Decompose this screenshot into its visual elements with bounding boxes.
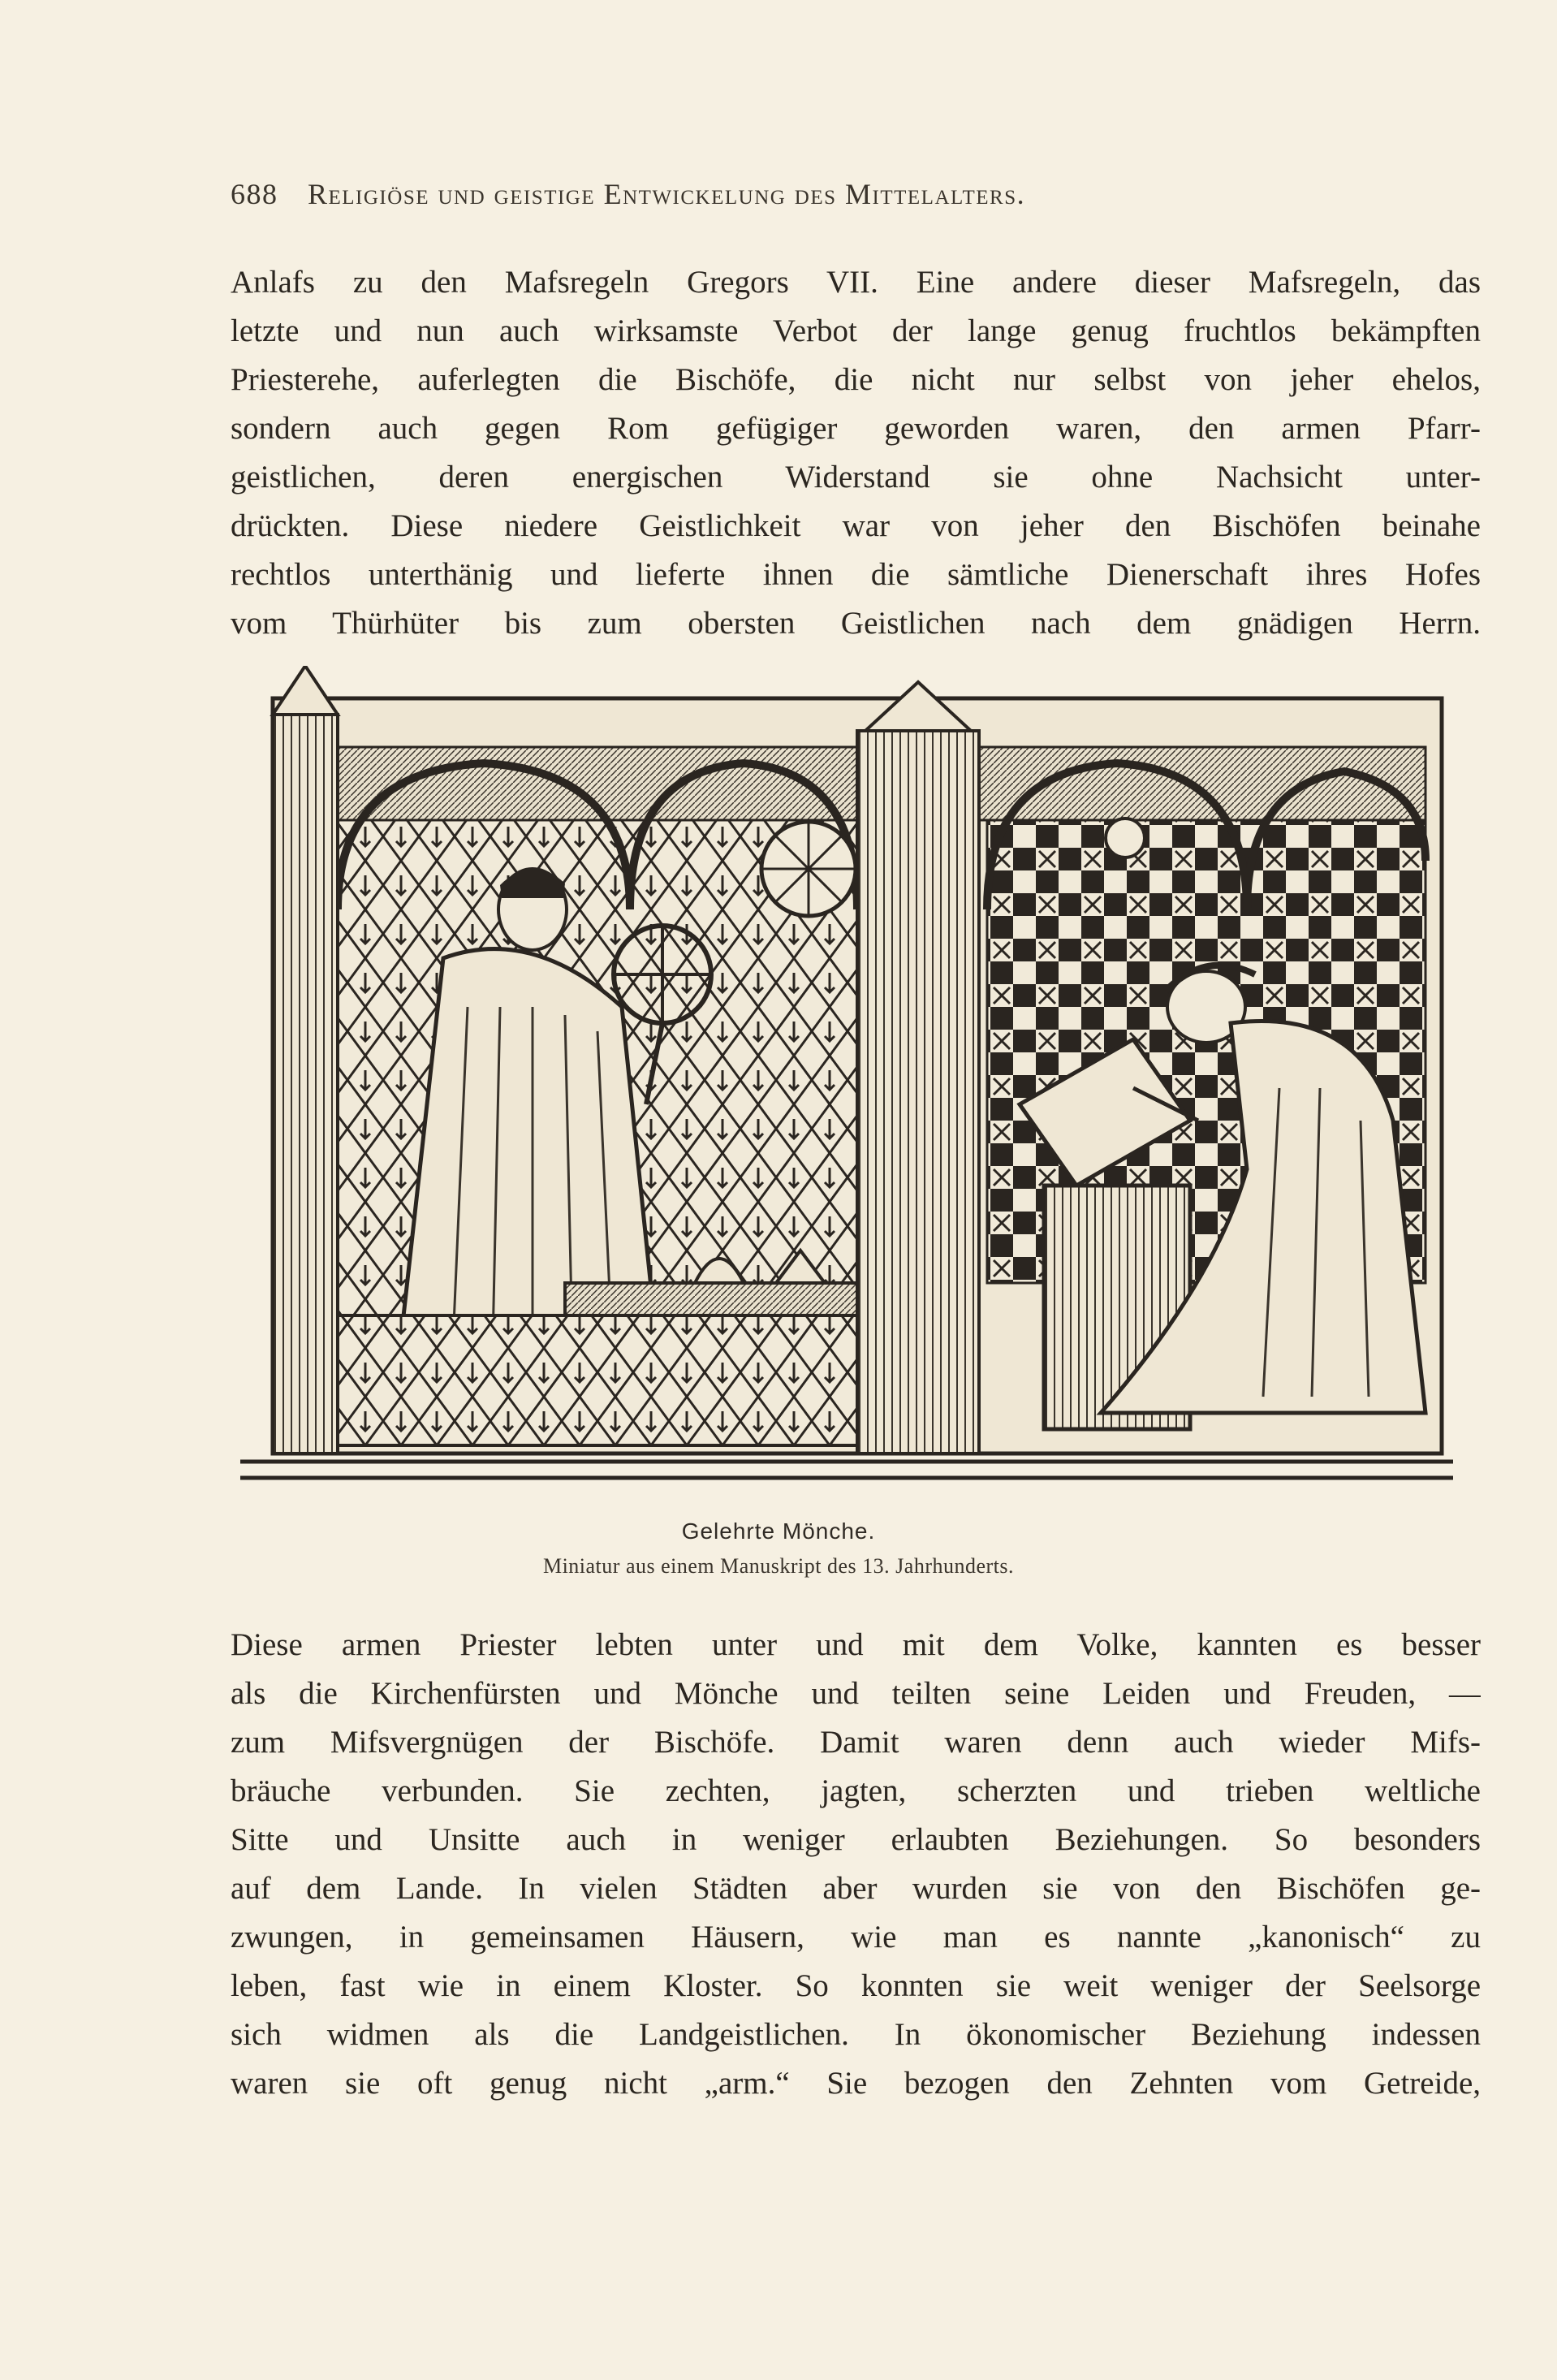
miniature-illustration [240,666,1453,1502]
text-line: auf dem Lande. In vielen Städten aber wurden sie von den Bischöfen ge- [231,1871,1481,1906]
running-title: Religiöse und geistige Entwickelung des Mittelalters. [308,178,1026,210]
paragraph-top [231,258,1481,648]
text-line: Diese armen Priester lebten unter und mit dem Volke, kannten es besser [231,1627,1481,1662]
text-line: rechtlos unterthänig und lieferte ihnen die sämtliche Dienerschaft ihres Hofes [231,557,1481,592]
page-number: 688 [231,178,278,210]
text-line: letzte und nun auch wirksamste Verbot der lange genug fruchtlos bekämpften [231,313,1481,348]
text-line: Priesterehe, auferlegten die Bischöfe, die nicht nur selbst von jeher ehelos, [231,362,1481,397]
paragraph-bottom [231,1621,1481,2108]
text-line: Sitte und Unsitte auch in weniger erlaubten Beziehungen. So besonders [231,1822,1481,1857]
text-line: zum Mifsvergnügen der Bischöfe. Damit waren denn auch wieder Mifs- [231,1725,1481,1760]
text-line: als die Kirchenfürsten und Mönche und teilten seine Leiden und Freuden, — [231,1676,1481,1711]
text-line: sich widmen als die Landgeistlichen. In ökonomischer Beziehung indessen [231,2017,1481,2052]
figure-caption-subtitle: Miniatur aus einem Manuskript des 13. Jahrhunderts. [542,1554,1015,1578]
text-line: sondern auch gegen Rom gefügiger geworden waren, den armen Pfarr- [231,411,1481,446]
text-line: drückten. Diese niedere Geistlichkeit war von jeher den Bischöfen beinahe [231,508,1481,543]
text-line: bräuche verbunden. Sie zechten, jagten, scherzten und trieben weltliche [231,1773,1481,1808]
text-line: leben, fast wie in einem Kloster. So konnten sie weit weniger der Seelsorge [231,1968,1481,2003]
text-line: waren sie oft genug nicht „arm.“ Sie bezogen den Zehnten vom Getreide, [231,2066,1481,2101]
text-line: vom Thürhüter bis zum obersten Geistlichen nach dem gnädigen Herrn. [231,606,1481,641]
running-header [231,177,1400,211]
text-line: Anlafs zu den Mafsregeln Gregors VII. Eine andere dieser Mafsregeln, das [231,265,1481,300]
figure-caption-title: Gelehrte Mönche. [681,1518,876,1544]
text-line: zwungen, in gemeinsamen Häusern, wie man es nannte „kanonisch“ zu [231,1920,1481,1955]
text-line: geistlichen, deren energischen Widerstand sie ohne Nachsicht unter- [231,460,1481,495]
